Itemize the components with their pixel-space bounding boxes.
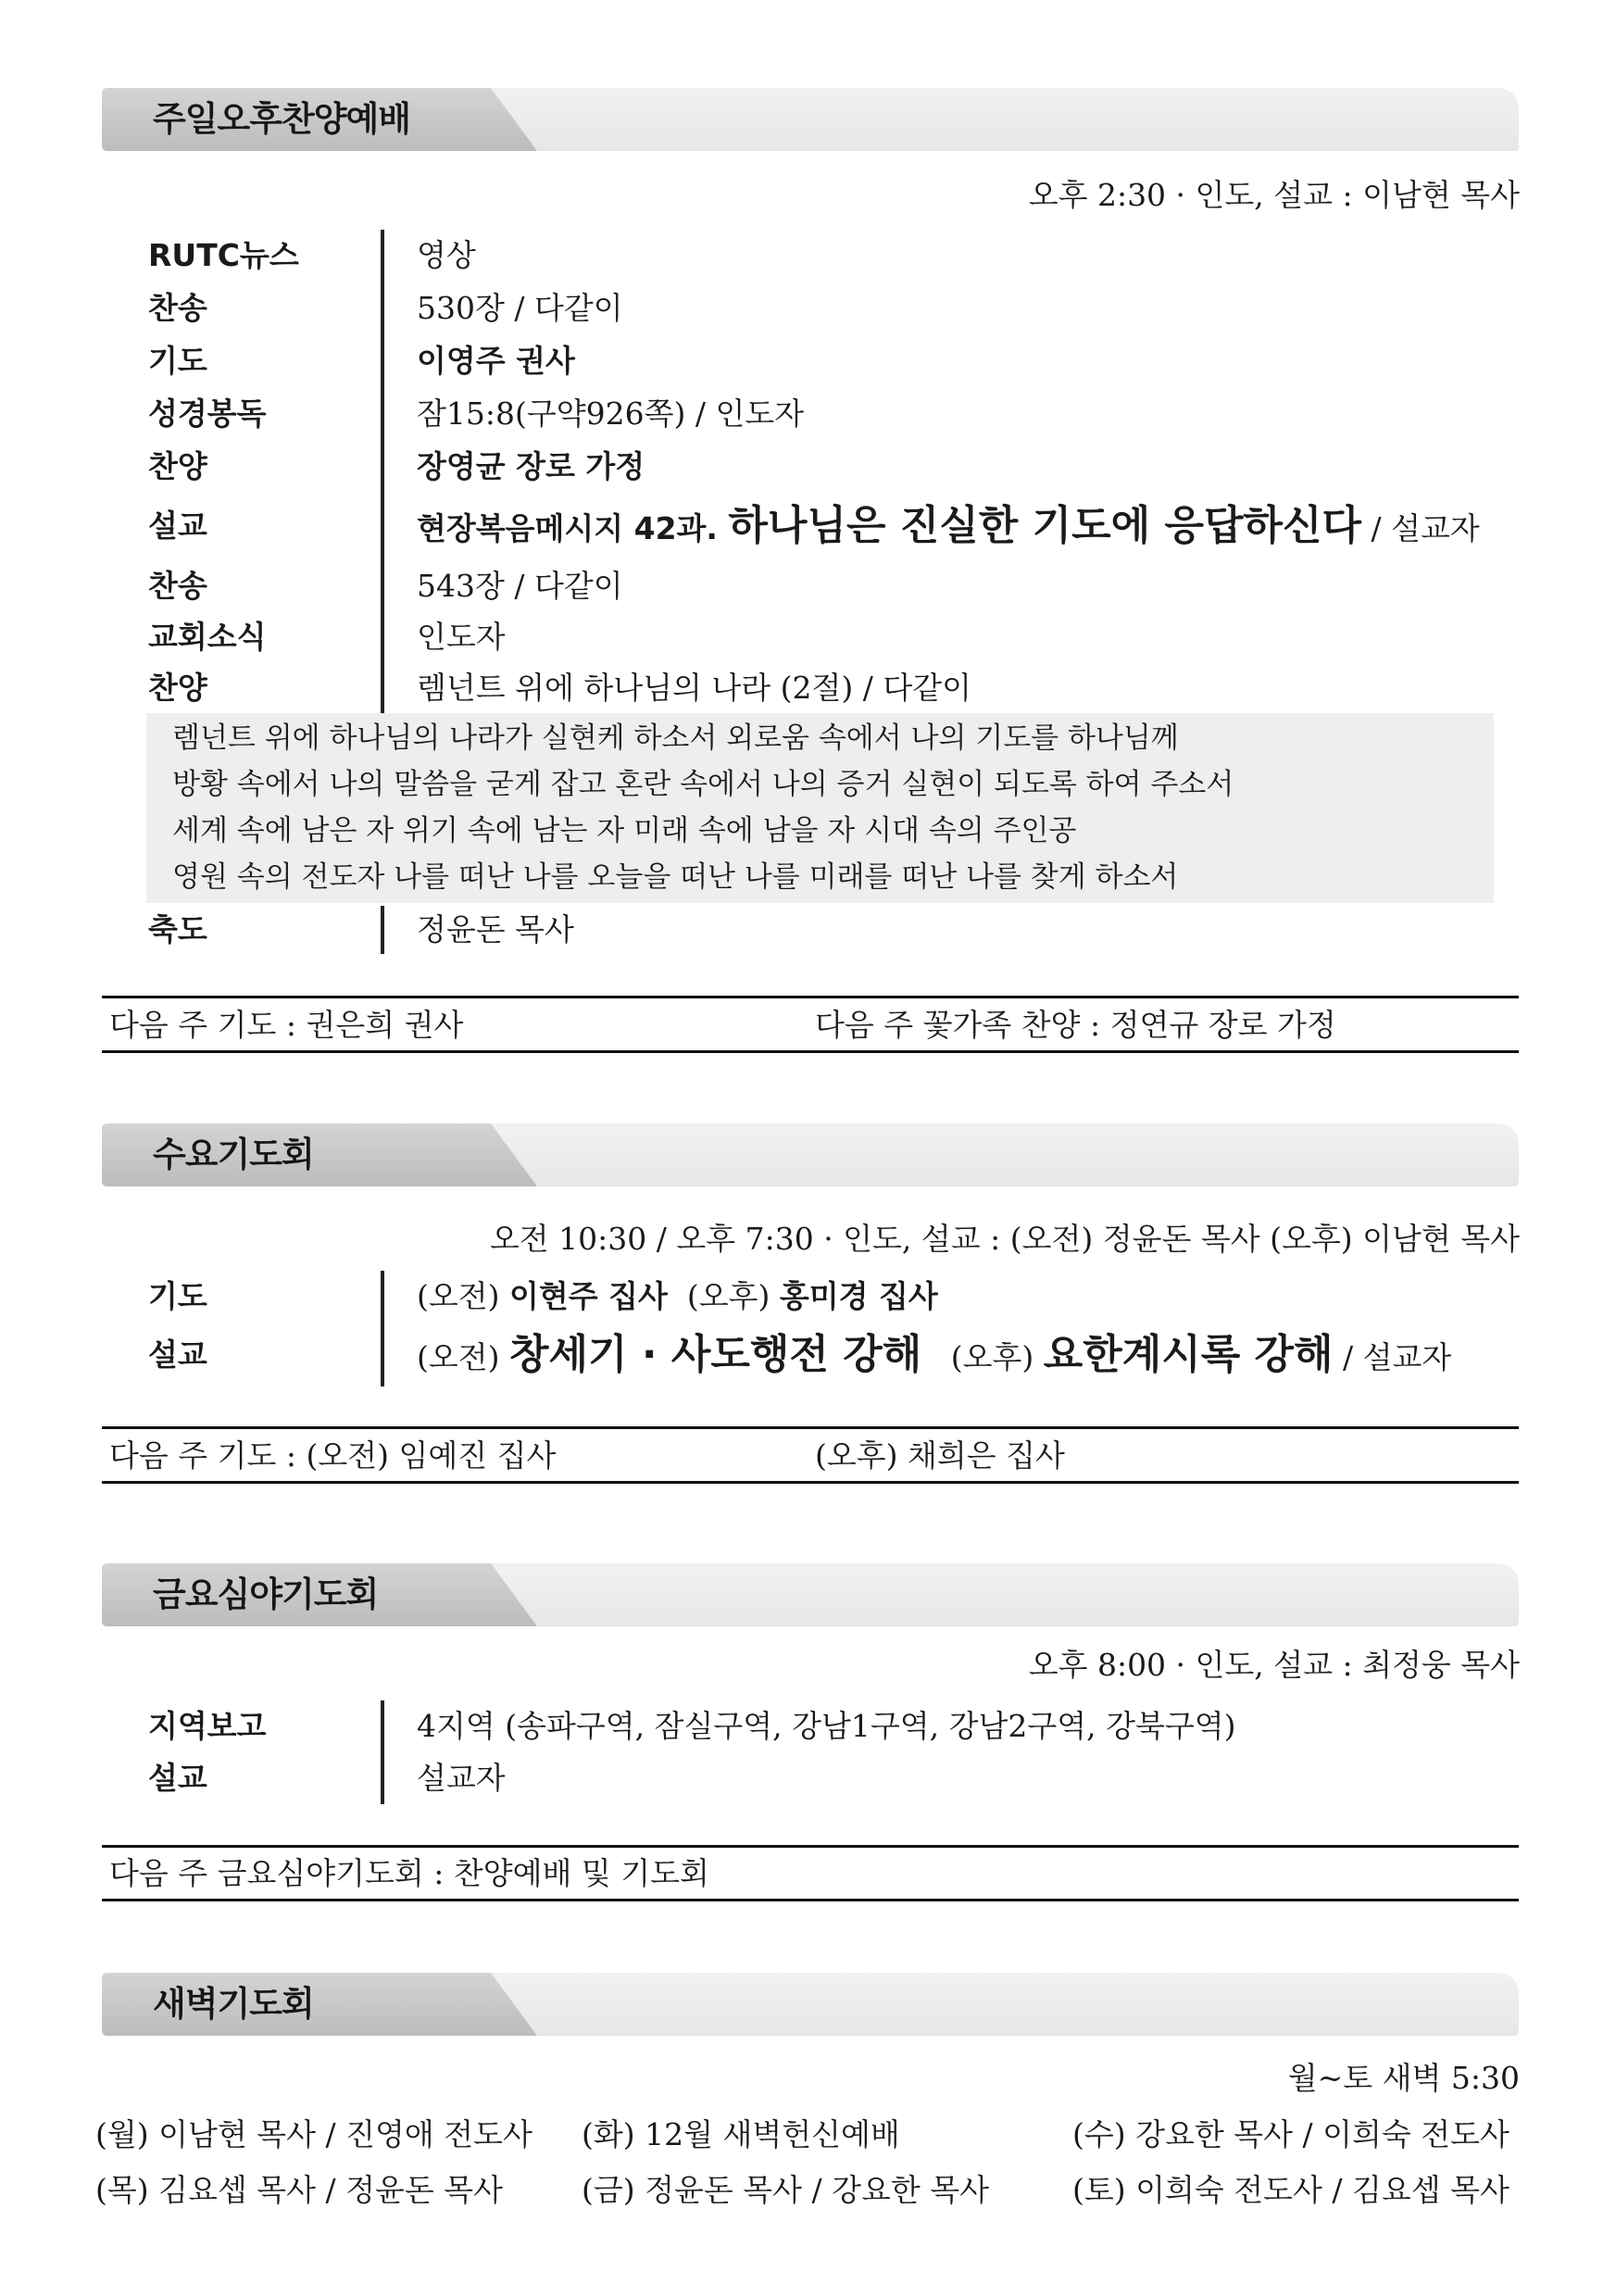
- next-week-friday: 다음 주 금요심야기도회 : 찬양예배 및 기도회: [109, 1855, 709, 1891]
- order-row: [148, 335, 1523, 387]
- service-info: 월~토 새벽 5:30: [1287, 2060, 1520, 2096]
- order-value: 인도자: [417, 619, 506, 655]
- lyrics-line: 렘넌트 위에 하나님의 나라가 실현케 하소서 외로움 속에서 나의 기도를 하나님께: [172, 721, 1179, 755]
- section-title: 수요기도회: [153, 1135, 314, 1174]
- dawn-schedule-item: (수) 강요한 목사 / 이희숙 전도사: [1072, 2116, 1510, 2152]
- section-header-wednesday: [102, 1123, 1519, 1186]
- dawn-schedule-item: (토) 이희숙 전도사 / 김요셉 목사: [1072, 2172, 1510, 2208]
- order-row: [148, 611, 1523, 663]
- order-label: 찬양: [148, 448, 207, 484]
- order-value: 530장 / 다같이: [417, 290, 623, 326]
- order-value: 영상: [417, 237, 476, 273]
- service-info: 오후 8:00 · 인도, 설교 : 최정웅 목사: [1028, 1647, 1520, 1683]
- dawn-schedule-item: (금) 정윤돈 목사 / 강요한 목사: [582, 2172, 989, 2208]
- lyrics-box: [146, 713, 1494, 903]
- order-row: [148, 560, 1523, 612]
- pm-prayer: 홍미경 집사: [779, 1278, 938, 1314]
- next-week-praise: 다음 주 꽃가족 찬양 : 정연규 장로 가정: [815, 1007, 1336, 1043]
- service-info: 오후 2:30 · 인도, 설교 : 이남현 목사: [1028, 177, 1520, 213]
- lyrics-line: 세계 속에 남은 자 위기 속에 남는 자 미래 속에 남을 자 시대 속의 주인공: [172, 814, 1077, 847]
- order-row: [148, 1271, 1523, 1323]
- order-label: 설교: [148, 1760, 207, 1796]
- order-value: 이영주 권사: [417, 343, 575, 379]
- section-header-friday: [102, 1563, 1519, 1626]
- lyrics-line: 방황 속에서 나의 말씀을 굳게 잡고 혼란 속에서 나의 증거 실현이 되도록 하여 주소서: [172, 768, 1234, 801]
- section-title: 새벽기도회: [153, 1984, 314, 2024]
- dawn-schedule-item: (목) 김요셉 목사 / 정윤돈 목사: [95, 2172, 503, 2208]
- pm-sermon-title: 요한계시록 강해: [1043, 1331, 1334, 1378]
- section-title: 주일오후찬양예배: [153, 99, 410, 139]
- sermon-value: [417, 1323, 1451, 1390]
- order-value: 정윤돈 목사: [417, 911, 574, 947]
- rule-line: [102, 1050, 1519, 1053]
- rule-line: [102, 1899, 1519, 1901]
- rule-line: [102, 1481, 1519, 1484]
- order-row: [148, 662, 1523, 714]
- rule-line: [102, 1845, 1519, 1848]
- order-label: 성경봉독: [148, 395, 267, 432]
- sermon-value: [417, 494, 1480, 561]
- order-row-sermon: [148, 1323, 1523, 1387]
- order-label: 찬송: [148, 290, 207, 326]
- order-value: 렘넌트 위에 하나님의 나라 (2절) / 다같이: [417, 670, 971, 706]
- rule-line: [102, 1426, 1519, 1429]
- order-row: [148, 388, 1523, 440]
- order-label: RUTC뉴스: [148, 237, 299, 273]
- section-title: 금요심야기도회: [153, 1575, 379, 1614]
- rule-line: [102, 996, 1519, 998]
- order-row: [148, 282, 1523, 334]
- service-info: 오전 10:30 / 오후 7:30 · 인도, 설교 : (오전) 정윤돈 목사 (오후) 이남현 목사: [489, 1221, 1520, 1257]
- order-value: 잠15:8(구약926쪽) / 인도자: [417, 395, 805, 432]
- pm-tag: (오후): [686, 1278, 780, 1314]
- order-row: [148, 1700, 1523, 1752]
- order-label: 교회소식: [148, 619, 267, 655]
- order-row: [148, 1752, 1523, 1804]
- sermon-prefix: 현장복음메시지 42과.: [417, 510, 729, 546]
- order-label: 기도: [148, 343, 207, 379]
- sermon-title: 하나님은 진실한 기도에 응답하신다: [728, 502, 1361, 549]
- section-header-sunday: [102, 88, 1519, 151]
- next-week-prayer: 다음 주 기도 : (오전) 임예진 집사: [109, 1437, 557, 1474]
- next-week-prayer-pm: (오후) 채희은 집사: [815, 1437, 1065, 1474]
- order-label: 기도: [148, 1278, 207, 1314]
- order-label: 설교: [148, 1336, 207, 1373]
- dawn-schedule-item: (화) 12월 새벽헌신예배: [582, 2116, 900, 2152]
- order-value: 장영균 장로 가정: [417, 448, 645, 484]
- order-row-sermon: [148, 494, 1523, 558]
- order-value: 설교자: [417, 1760, 506, 1796]
- am-tag: (오전): [417, 1278, 509, 1314]
- order-row-benediction: [148, 904, 1523, 956]
- order-label: 축도: [148, 911, 207, 947]
- order-label: 찬송: [148, 568, 207, 604]
- order-label: 지역보고: [148, 1708, 267, 1744]
- order-value: [417, 1271, 938, 1323]
- order-row: [148, 230, 1523, 282]
- am-tag: (오전): [417, 1339, 509, 1375]
- dawn-schedule-item: (월) 이남현 목사 / 진영애 전도사: [95, 2116, 532, 2152]
- sermon-suffix: / 설교자: [1333, 1339, 1452, 1375]
- order-value: 543장 / 다같이: [417, 568, 623, 604]
- order-label: 설교: [148, 508, 207, 544]
- sermon-suffix: / 설교자: [1360, 510, 1480, 546]
- next-week-prayer: 다음 주 기도 : 권은희 권사: [109, 1007, 464, 1043]
- order-row: [148, 441, 1523, 493]
- pm-tag: (오후): [950, 1339, 1044, 1375]
- section-header-dawn: [102, 1973, 1519, 2036]
- am-prayer: 이현주 집사: [509, 1278, 668, 1314]
- order-value: 4지역 (송파구역, 잠실구역, 강남1구역, 강남2구역, 강북구역): [417, 1708, 1236, 1744]
- am-sermon-title: 창세기 · 사도행전 강해: [509, 1331, 922, 1378]
- order-label: 찬양: [148, 670, 207, 706]
- lyrics-line: 영원 속의 전도자 나를 떠난 나를 오늘을 떠난 나를 미래를 떠난 나를 찾게 하소서: [172, 860, 1179, 894]
